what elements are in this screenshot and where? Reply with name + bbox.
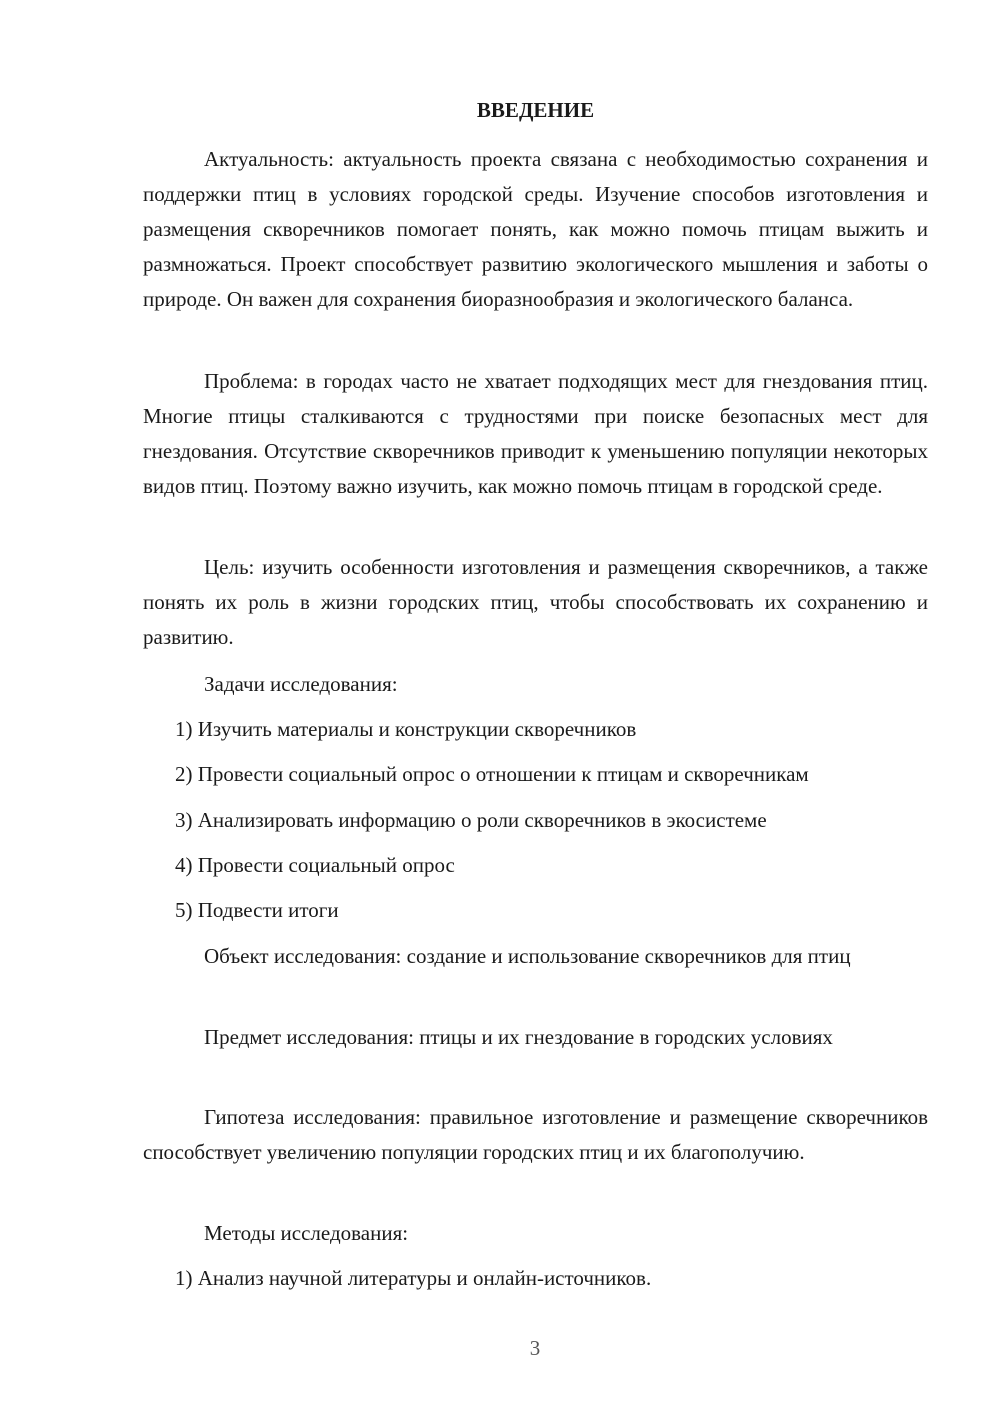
methods-heading: Методы исследования: — [204, 1221, 409, 1245]
relevance-paragraph: Актуальность: актуальность проекта связана с необходимостью сохранения и поддержки птиц в условиях городской среды. Изучение способов изготовления и размещения скворечников помогает понять, как можно помочь птицам выжить и размножаться. Проект способствует развитию экологического мышления и заботы о природе. Он важен для сохранения биоразнообразия и экологического баланса. — [143, 147, 928, 311]
page-number: 3 — [529, 1336, 541, 1360]
method-item-1: 1) Анализ научной литературы и онлайн-источников. — [175, 1266, 652, 1290]
task-item-2: 2) Провести социальный опрос о отношении к птицам и скворечникам — [175, 762, 809, 786]
problem-paragraph: Проблема: в городах часто не хватает подходящих мест для гнездования птиц. Многие птицы сталкиваются с трудностями при поиске безопасных мест для гнездования. Отсутствие скворечников приводит к уменьшению популяции некоторых видов птиц. Поэтому важно изучить, как можно помочь птицам в городской среде. — [143, 369, 928, 498]
task-item-3: 3) Анализировать информацию о роли скворечников в экосистеме — [175, 808, 767, 832]
goal-paragraph: Цель: изучить особенности изготовления и размещения скворечников, а также понять их роль в жизни городских птиц, чтобы способствовать их сохранению и развитию. — [143, 555, 928, 649]
object-paragraph: Объект исследования: создание и использование скворечников для птиц — [204, 944, 851, 968]
task-item-4: 4) Провести социальный опрос — [175, 853, 455, 877]
task-item-5: 5) Подвести итоги — [175, 898, 339, 922]
tasks-heading: Задачи исследования: — [204, 672, 398, 696]
subject-paragraph: Предмет исследования: птицы и их гнездование в городских условиях — [204, 1025, 833, 1049]
task-item-1: 1) Изучить материалы и конструкции скворечников — [175, 717, 637, 741]
hypothesis-paragraph: Гипотеза исследования: правильное изготовление и размещение скворечников способствует увеличению популяции городских птиц и их благополучию. — [143, 1105, 928, 1164]
page-title: ВВЕДЕНИЕ — [476, 98, 595, 122]
